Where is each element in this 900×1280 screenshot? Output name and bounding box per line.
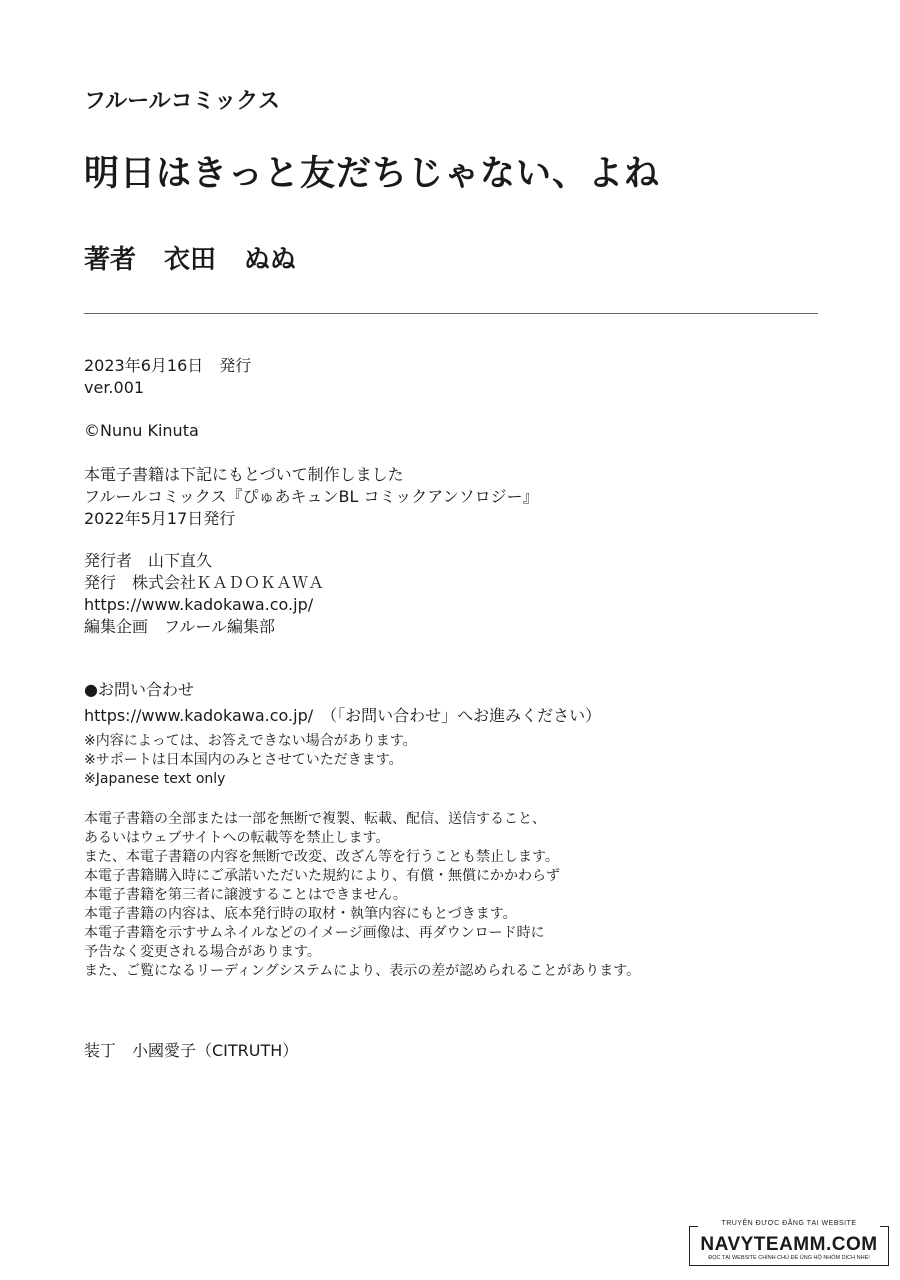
watermark-badge [689,1220,889,1266]
source-line: フルールコミックス『ぴゅあキュンBL コミックアンソロジー』 [84,487,539,506]
publisher-line: 発行者 山下直久 [84,551,213,570]
source-line: 2022年5月17日発行 [84,509,236,528]
terms-line: また、ご覧になるリーディングシステムにより、表示の差が認められることがあります。 [84,963,641,979]
contact-heading: ●お問い合わせ [84,680,194,699]
watermark-site-name: NAVYTEAMM.COM [700,1234,878,1255]
terms-line: 本電子書籍を第三者に譲渡することはできません。 [84,887,407,903]
watermark-top-text: TRUYỆN ĐƯỢC ĐĂNG TẠI WEBSITE [698,1220,880,1227]
terms-line: また、本電子書籍の内容を無断で改変、改ざん等を行うことも禁止します。 [84,849,559,865]
contact-note: ※内容によっては、お答えできない場合があります。 [84,733,417,749]
author-line [84,239,296,276]
design-credit: 装丁 小國愛子（CITRUTH） [84,1041,299,1060]
publisher-line: 編集企画 フルール編集部 [84,617,276,636]
publisher-line: 発行 株式会社ＫＡＤＯＫＡＷＡ [84,573,325,592]
terms-line: 予告なく変更される場合があります。 [84,944,321,960]
contact-note: ※サポートは日本国内のみとさせていただきます。 [84,752,403,768]
imprint-label: フルールコミックス [84,89,281,114]
terms-line: 本電子書籍購入時にご承諾いただいた規約により、有償・無償にかかわらず [84,868,560,884]
author-family-name: 衣田 [164,245,217,275]
contact-url[interactable]: https://www.kadokawa.co.jp/ （「お問い合わせ」へお進みください） [84,706,602,725]
source-line: 本電子書籍は下記にもとづいて制作しました [84,465,404,484]
terms-line: 本電子書籍の全部または一部を無断で複製、転載、配信、送信すること、 [84,811,546,827]
contact-note: ※Japanese text only [84,771,226,787]
book-title: 明日はきっと友だちじゃない、よね [84,154,661,194]
terms-line: 本電子書籍を示すサムネイルなどのイメージ画像は、再ダウンロード時に [84,925,545,941]
publication-date: 2023年6月16日 発行 [84,356,252,375]
terms-line: あるいはウェブサイトへの転載等を禁止します。 [84,830,390,846]
terms-line: 本電子書籍の内容は、底本発行時の取材・執筆内容にもとづきます。 [84,906,517,922]
author-prefix: 著者 [84,245,137,275]
publisher-url[interactable]: https://www.kadokawa.co.jp/ [84,595,314,614]
version: ver.001 [84,378,145,397]
author-given-name: ぬぬ [244,245,297,275]
watermark-bottom-text: ĐỌC TẠI WEBSITE CHÍNH CHỦ ĐỂ ỦNG HỘ NHÓM DỊCH NHÉ! [708,1255,870,1261]
divider [84,313,818,314]
copyright: ©Nunu Kinuta [84,421,199,440]
